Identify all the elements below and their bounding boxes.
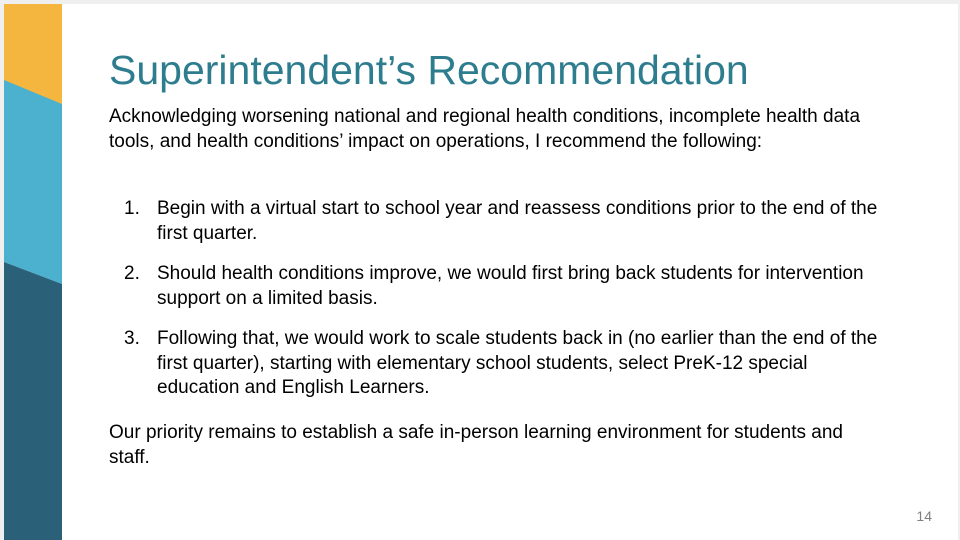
- list-item-number: 1.: [124, 198, 140, 219]
- list-item-text: Following that, we would work to scale students back in (no earlier than the end of the first quarter), starting with elementary school students, select PreK-12 special education and English Learners.: [157, 328, 878, 398]
- closing-paragraph: Our priority remains to establish a safe in-person learning environment for students and staff.: [109, 422, 843, 468]
- list-item: [109, 327, 889, 401]
- list-item-text: Begin with a virtual start to school year and reassess conditions prior to the end of the first quarter.: [157, 198, 878, 244]
- list-item: [109, 197, 889, 246]
- band-light-blue-segment: [4, 80, 62, 284]
- slide: [4, 4, 958, 540]
- list-item-text: Should health conditions improve, we would first bring back students for intervention support on a limited basis.: [157, 263, 864, 309]
- recommendation-list: [109, 197, 889, 417]
- decorative-side-band: [4, 4, 62, 540]
- intro-paragraph: Acknowledging worsening national and regional health conditions, incomplete health data tools, and health conditions’ impact on operations, I recommend the following:: [109, 106, 861, 152]
- slide-title: Superintendent’s Recommendation: [109, 47, 749, 93]
- band-dark-teal-segment: [4, 262, 62, 540]
- list-item: [109, 262, 889, 311]
- page-number: 14: [916, 508, 932, 524]
- list-item-number: 2.: [124, 263, 140, 284]
- list-item-number: 3.: [124, 328, 140, 349]
